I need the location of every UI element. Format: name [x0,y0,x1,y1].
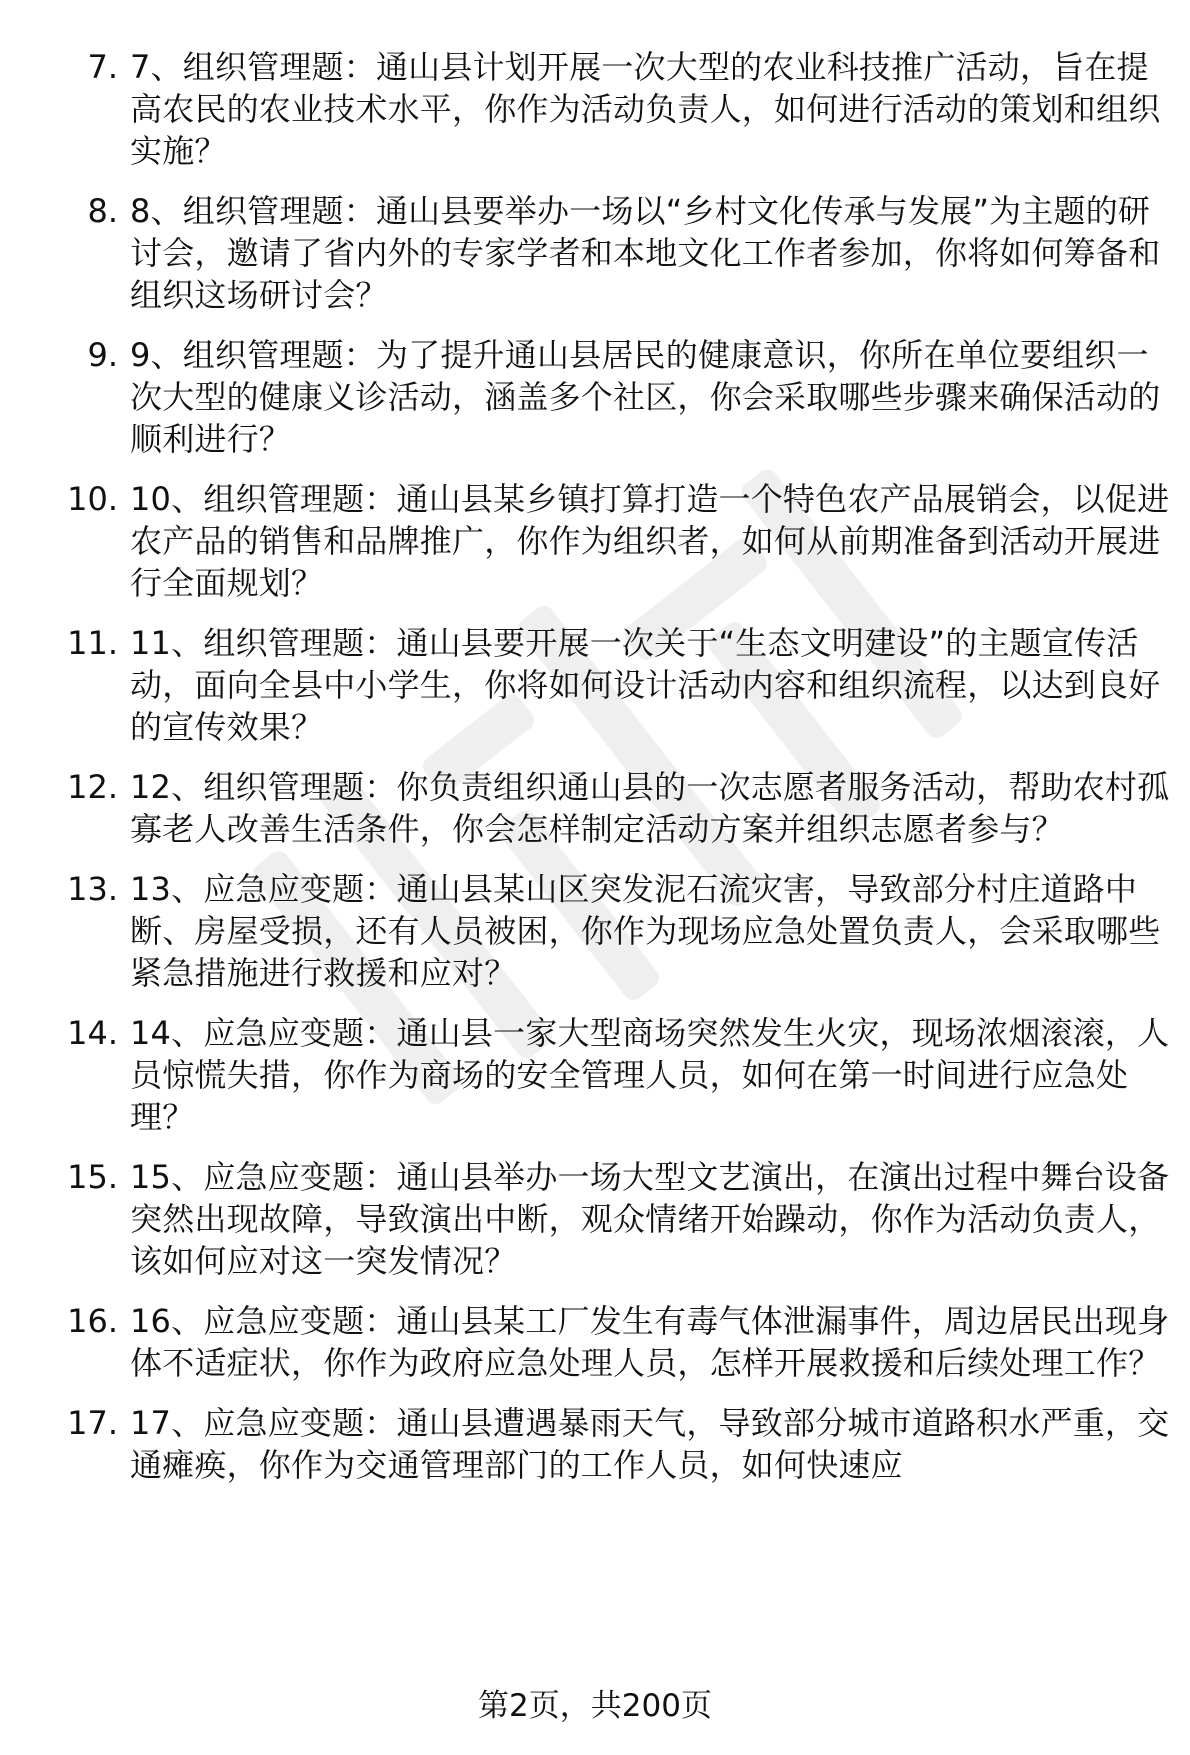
list-item [60,478,1170,604]
question-list [60,46,1170,1504]
question-text: 15、应急应变题：通山县举办一场大型文艺演出，在演出过程中舞台设备突然出现故障，导致演出中断，观众情绪开始躁动，你作为活动负责人，该如何应对这一突发情况？ [130,1158,1170,1280]
page-number-label: 第2页，共200页 [478,1688,712,1724]
question-number: 7. [87,48,118,86]
list-item [60,1156,1170,1282]
question-number: 8. [87,192,118,230]
question-number: 12. [67,768,118,806]
question-text: 17、应急应变题：通山县遭遇暴雨天气，导致部分城市道路积水严重，交通瘫痪，你作为交通管理部门的工作人员，如何快速应 [130,1404,1170,1484]
list-item [60,334,1170,460]
list-item [60,190,1170,316]
question-number: 9. [87,336,118,374]
question-text: 11、组织管理题：通山县要开展一次关于“生态文明建设”的主题宣传活动，面向全县中小学生，你将如何设计活动内容和组织流程，以达到良好的宣传效果？ [130,624,1161,746]
question-text: 9、组织管理题：为了提升通山县居民的健康意识，你所在单位要组织一次大型的健康义诊活动，涵盖多个社区，你会采取哪些步骤来确保活动的顺利进行？ [130,336,1161,458]
list-item [60,868,1170,994]
question-number: 11. [67,624,118,662]
question-number: 10. [67,480,118,518]
list-item [60,622,1170,748]
list-item [60,1300,1170,1384]
list-item [60,766,1170,850]
question-number: 13. [67,870,118,908]
question-text: 7、组织管理题：通山县计划开展一次大型的农业科技推广活动，旨在提高农民的农业技术水平，你作为活动负责人，如何进行活动的策划和组织实施？ [130,48,1161,170]
list-item [60,46,1170,172]
question-text: 14、应急应变题：通山县一家大型商场突然发生火灾，现场浓烟滚滚，人员惊慌失措，你作为商场的安全管理人员，如何在第一时间进行应急处理？ [130,1014,1170,1136]
question-text: 12、组织管理题：你负责组织通山县的一次志愿者服务活动，帮助农村孤寡老人改善生活条件，你会怎样制定活动方案并组织志愿者参与？ [130,768,1170,848]
question-number: 14. [67,1014,118,1052]
question-text: 8、组织管理题：通山县要举办一场以“乡村文化传承与发展”为主题的研讨会，邀请了省内外的专家学者和本地文化工作者参加，你将如何筹备和组织这场研讨会？ [130,192,1161,314]
page-footer [0,1686,1190,1726]
list-item [60,1012,1170,1138]
question-text: 13、应急应变题：通山县某山区突发泥石流灾害，导致部分村庄道路中断、房屋受损，还有人员被困，你作为现场应急处置负责人，会采取哪些紧急措施进行救援和应对？ [130,870,1161,992]
question-number: 15. [67,1158,118,1196]
question-text: 16、应急应变题：通山县某工厂发生有毒气体泄漏事件，周边居民出现身体不适症状，你作为政府应急处理人员，怎样开展救援和后续处理工作？ [130,1302,1170,1382]
question-text: 10、组织管理题：通山县某乡镇打算打造一个特色农产品展销会，以促进农产品的销售和品牌推广，你作为组织者，如何从前期准备到活动开展进行全面规划？ [130,480,1170,602]
question-number: 16. [67,1302,118,1340]
question-number: 17. [67,1404,118,1442]
list-item [60,1402,1170,1486]
